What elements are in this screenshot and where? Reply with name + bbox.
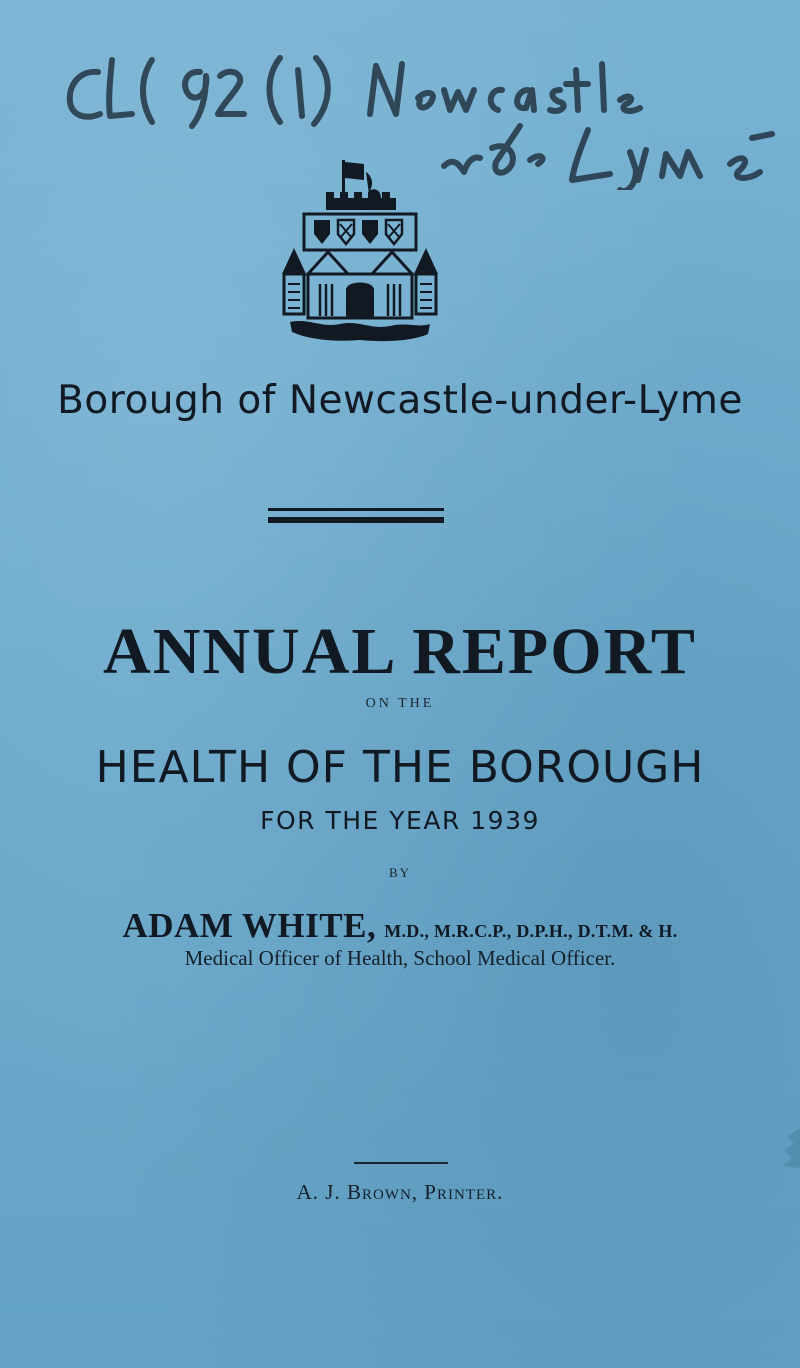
title-connector: ON THE xyxy=(365,696,435,711)
report-year: FOR THE YEAR 1939 xyxy=(260,806,540,835)
report-subject: HEALTH OF THE BOROUGH xyxy=(95,742,705,793)
borough-crest-castle-icon xyxy=(280,158,440,344)
author-position: Medical Officer of Health, School Medical Officer. xyxy=(184,946,616,970)
printer-rule xyxy=(354,1162,448,1164)
paper-tear-icon xyxy=(778,1128,800,1168)
printer-name: Brown, Printer. xyxy=(346,1180,504,1204)
author-line xyxy=(0,906,800,946)
author-name: ADAM WHITE, xyxy=(122,906,377,945)
author-qualifications: M.D., M.R.C.P., D.P.H., D.T.M. & H. xyxy=(384,921,678,941)
borough-title: Borough of Newcastle-under-Lyme xyxy=(57,378,743,423)
title-rule-thick xyxy=(268,517,444,523)
printer-initials: A. J. xyxy=(296,1180,341,1204)
printer-line xyxy=(0,1180,800,1205)
title-rule-thin xyxy=(268,508,444,511)
author-by: BY xyxy=(388,865,412,880)
report-title: ANNUAL REPORT xyxy=(103,615,697,688)
